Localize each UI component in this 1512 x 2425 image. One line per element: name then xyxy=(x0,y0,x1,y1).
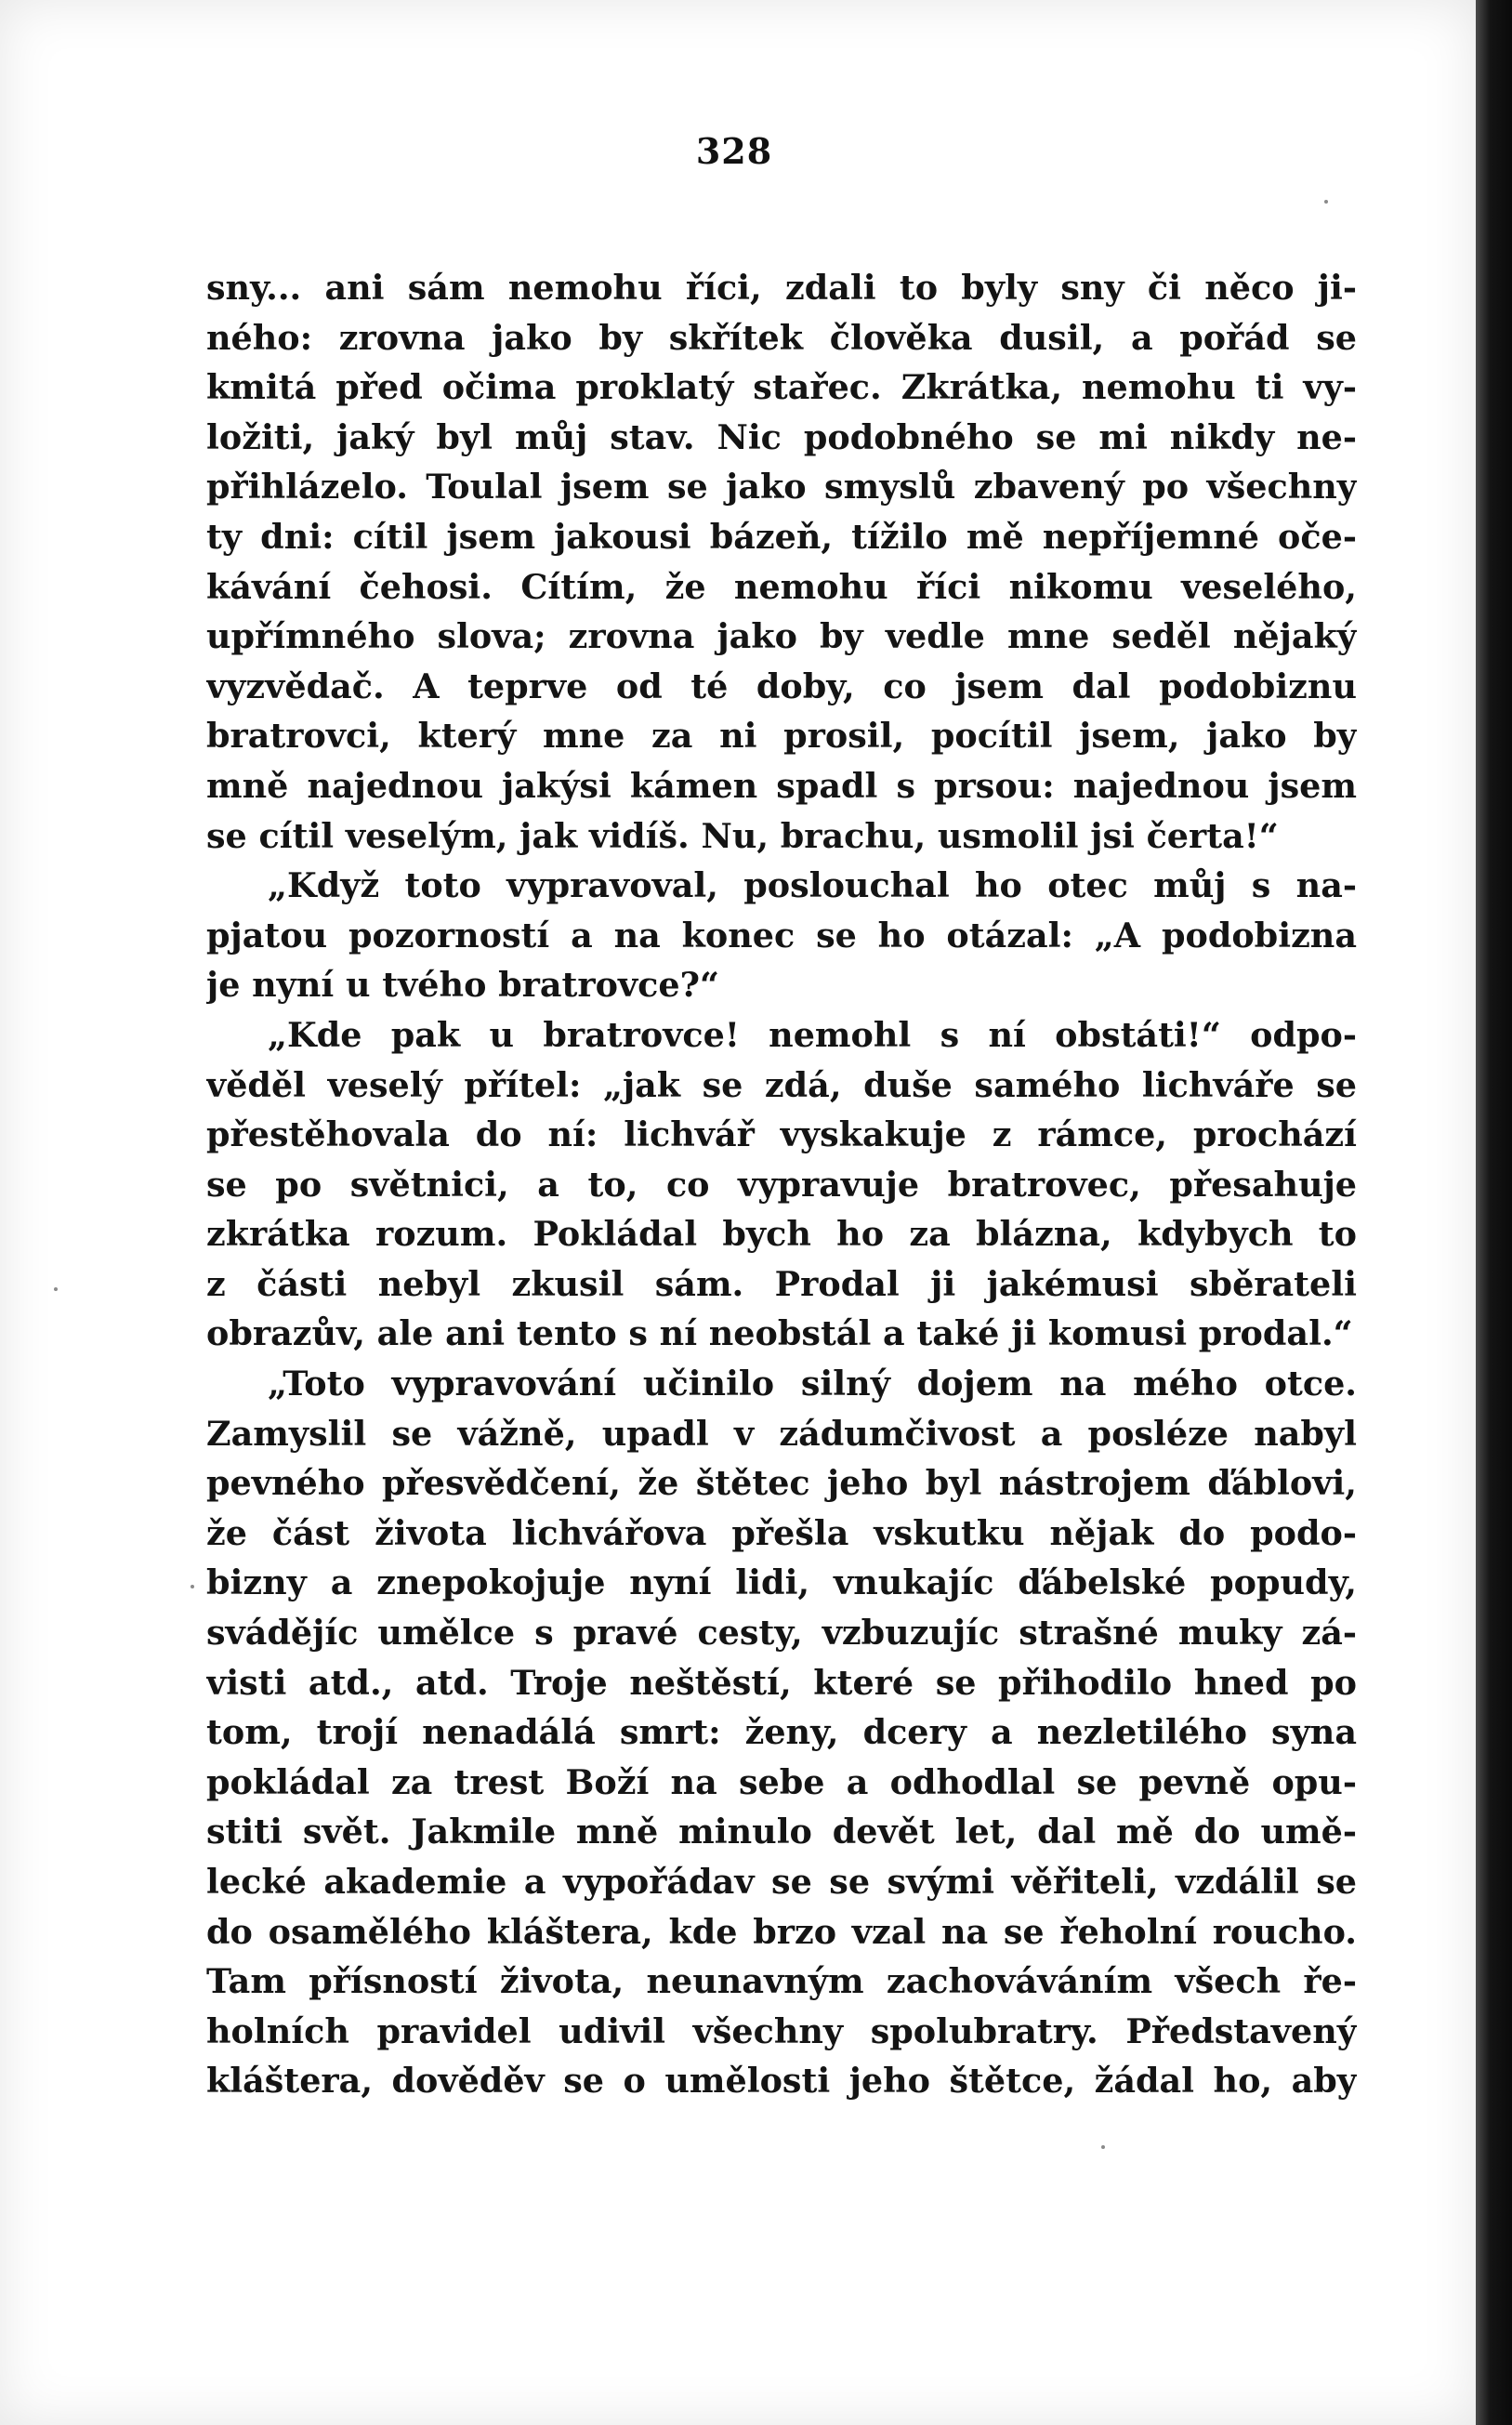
text-line: stiti svět. Jakmile mně minulo devět let, dal mě do umě- xyxy=(206,1812,1357,1852)
scan-speck xyxy=(1101,2145,1105,2149)
text-line: ty dni: cítil jsem jakousi bázeň, tížilo mě nepříjemné oče- xyxy=(206,516,1357,557)
scan-border xyxy=(1476,0,1512,2425)
text-line: mně najednou jakýsi kámen spadl s prsou: najednou jsem xyxy=(206,765,1357,806)
text-line: že část života lichvářova přešla vskutku nějak do podo- xyxy=(206,1512,1357,1553)
text-line: pevného přesvědčení, že štětec jeho byl nástrojem ďáblovi, xyxy=(206,1463,1357,1504)
text-line: věděl veselý přítel: „jak se zdá, duše samého lichváře se xyxy=(206,1064,1357,1105)
text-line: visti atd., atd. Troje neštěstí, které se přihodilo hned po xyxy=(206,1662,1357,1703)
text-line: z části nebyl zkusil sám. Prodal ji jakémusi sběrateli xyxy=(206,1263,1357,1304)
scan-speck xyxy=(54,1287,58,1291)
text-line: zkrátka rozum. Pokládal bych ho za blázna, kdybych to xyxy=(206,1214,1357,1255)
text-line: se po světnici, a to, co vypravuje bratrovec, přesahuje xyxy=(206,1164,1357,1205)
text-line: pjatou pozorností a na konec se ho otázal: „A podobizna xyxy=(206,915,1357,956)
text-line: „Když toto vypravoval, poslouchal ho otec můj s na- xyxy=(268,865,1357,906)
text-line: Zamyslil se vážně, upadl v zádumčivost a posléze nabyl xyxy=(206,1413,1357,1454)
text-line: kmitá před očima proklatý stařec. Zkrátka, nemohu ti vy- xyxy=(206,367,1357,408)
text-line: „Toto vypravování učinilo silný dojem na mého otce. xyxy=(268,1364,1357,1404)
text-line: sny... ani sám nemohu říci, zdali to byly sny či něco ji- xyxy=(206,268,1357,308)
body-text xyxy=(206,263,1357,2106)
text-line: bizny a znepokojuje nyní lidi, vnukajíc ďábelské popudy, xyxy=(206,1562,1357,1603)
text-line: vyzvědač. A teprve od té doby, co jsem dal podobiznu xyxy=(206,666,1357,706)
text-line: svádějíc umělce s pravé cesty, vzbuzujíc strašné muky zá- xyxy=(206,1613,1357,1654)
text-line: je nyní u tvého bratrovce?“ xyxy=(206,965,719,1006)
text-line: kláštera, dověděv se o umělosti jeho štětce, žádal ho, aby xyxy=(206,2061,1357,2102)
scan-speck xyxy=(1324,200,1328,204)
page-number: 328 xyxy=(695,130,773,172)
text-line: obrazův, ale ani tento s ní neobstál a také ji komusi prodal.“ xyxy=(206,1313,1353,1354)
text-line: přihlázelo. Toulal jsem se jako smyslů zbavený po všechny xyxy=(206,467,1357,507)
text-line: bratrovci, který mne za ni prosil, pocítil jsem, jako by xyxy=(206,716,1357,757)
text-line: „Kde pak u bratrovce! nemohl s ní obstáti!“ odpo- xyxy=(268,1014,1357,1055)
text-line: přestěhovala do ní: lichvář vyskakuje z rámce, prochází xyxy=(206,1114,1357,1155)
text-line: pokládal za trest Boží na sebe a odhodlal se pevně opu- xyxy=(206,1761,1357,1802)
text-line: se cítil veselým, jak vidíš. Nu, brachu, usmolil jsi čerta!“ xyxy=(206,815,1279,856)
text-line: kávání čehosi. Cítím, že nemohu říci nikomu veselého, xyxy=(206,566,1357,607)
text-line: upřímného slova; zrovna jako by vedle mne seděl nějaký xyxy=(206,616,1357,657)
text-line: ného: zrovna jako by skřítek člověka dusil, a pořád se xyxy=(206,317,1357,358)
text-line: lecké akademie a vypořádav se se svými věřiteli, vzdálil se xyxy=(206,1862,1357,1902)
text-line: ložiti, jaký byl můj stav. Nic podobného se mi nikdy ne- xyxy=(206,416,1357,457)
scan-speck xyxy=(191,1585,194,1588)
text-line: tom, trojí nenadálá smrt: ženy, dcery a nezletilého syna xyxy=(206,1712,1357,1753)
text-line: holních pravidel udivil všechny spolubratry. Představený xyxy=(206,2010,1357,2051)
text-line: Tam přísností života, neunavným zachováváním všech ře- xyxy=(206,1961,1357,2002)
text-line: do osamělého kláštera, kde brzo vzal na se řeholní roucho. xyxy=(206,1911,1357,1952)
